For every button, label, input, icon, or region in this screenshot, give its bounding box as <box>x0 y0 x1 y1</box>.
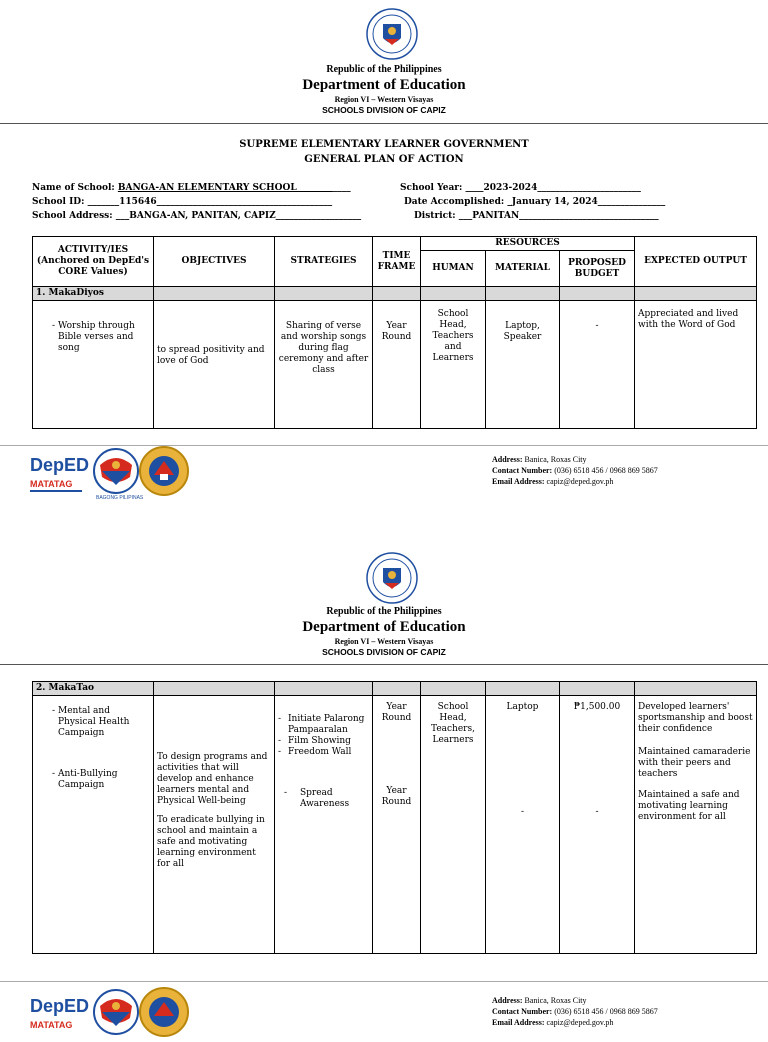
material-2: - <box>520 807 525 817</box>
header-strategies: STRATEGIES <box>275 237 373 287</box>
school-id-row <box>32 197 332 207</box>
contact-value: (036) 6518 456 / 0968 869 5867 <box>554 1007 658 1016</box>
matatag-logo-text: MATATAG <box>30 479 73 489</box>
plan-table-2 <box>32 681 757 954</box>
contact-label: Contact Number: <box>492 1007 553 1016</box>
email-value[interactable]: capiz@deped.gov.ph <box>546 1018 614 1027</box>
matatag-logo-text: MATATAG <box>30 1020 73 1030</box>
objective-text: to spread positivity and love of God <box>154 301 275 429</box>
plan-subtitle: GENERAL PLAN OF ACTION <box>304 154 464 165</box>
school-id-value: _______115646_______________________________________ <box>87 197 333 207</box>
budget-text: - <box>560 301 635 429</box>
address-label: School Address: <box>32 211 113 221</box>
deped-logo-text: DepED <box>30 455 90 475</box>
plan-table-1 <box>32 236 757 429</box>
header-division: SCHOOLS DIVISION OF CAPIZ <box>322 647 446 657</box>
time-frame-1: Year Round <box>381 702 412 723</box>
header-material: MATERIAL <box>486 251 560 287</box>
district-value: ___PANITAN_______________________________ <box>458 211 659 221</box>
deped-seal-icon <box>366 552 418 604</box>
school-year-row <box>400 183 641 193</box>
activity-2-text: Anti-Bullying Campaign <box>58 769 118 790</box>
school-name-value: BANGA-AN ELEMENTARY SCHOOL________ <box>117 183 333 193</box>
table-row <box>33 301 757 429</box>
address-label-footer: Address: <box>492 996 523 1005</box>
contact-label: Contact Number: <box>492 466 553 475</box>
footer-rule <box>0 445 768 446</box>
header-division: SCHOOLS DIVISION OF CAPIZ <box>322 105 446 115</box>
address-value: ___BANGA-AN, PANITAN, CAPIZ___________________ <box>115 211 362 221</box>
header-budget: PROPOSED BUDGET <box>560 251 635 287</box>
address-value-footer: Banica, Roxas City <box>524 996 587 1005</box>
email-value[interactable]: capiz@deped.gov.ph <box>546 477 614 486</box>
activity-cell: - Mental and Physical Health Campaign - Anti-Bullying Campaign <box>33 696 154 954</box>
section-label: 2. MakaTao <box>33 682 154 696</box>
section-label: 1. MakaDiyos <box>33 287 154 301</box>
strategy-cell: - Initiate Palarong Pampaaralan - Film Showing - Freedom Wall - Spread Awareness <box>275 696 373 954</box>
contact-value: (036) 6518 456 / 0968 869 5867 <box>554 466 658 475</box>
address-label-footer: Address: <box>492 455 523 464</box>
bagong-pilipinas-text: BAGONG PILIPINAS <box>96 495 144 501</box>
deped-seal-icon <box>366 8 418 60</box>
school-id-label: School ID: <box>32 197 85 207</box>
date-value: _January 14, 2024_______________ <box>507 197 666 207</box>
section-row-makatao <box>33 682 757 696</box>
school-name-tail: ____ <box>332 183 351 193</box>
footer-rule <box>0 981 768 982</box>
footer-contact <box>492 995 658 1028</box>
school-year-label: School Year: <box>400 183 463 193</box>
time-frame-cell <box>373 696 421 954</box>
address-row <box>32 211 361 221</box>
expected-output-text: Appreciated and lived with the Word of God <box>635 301 757 429</box>
page-2 <box>0 540 768 1030</box>
header-republic: Republic of the Philippines <box>326 64 442 75</box>
school-year-value: ____2023-2024_______________________ <box>465 183 641 193</box>
address-value-footer: Banica, Roxas City <box>524 455 587 464</box>
strategy-3-text: Freedom Wall <box>288 747 352 757</box>
header-rule <box>0 664 768 665</box>
strategy-2-text: Film Showing <box>288 736 351 746</box>
page-1 <box>0 0 768 520</box>
date-label: Date Accomplished: <box>404 197 505 207</box>
activity-text: Worship through Bible verses and song <box>58 321 135 353</box>
header-objectives: OBJECTIVES <box>154 237 275 287</box>
header-region: Region VI – Western Visayas <box>334 637 434 646</box>
time-frame-text: Year Round <box>373 301 421 429</box>
expected-output-cell <box>635 696 757 954</box>
strategy-1-text: Initiate Palarong Pampaaralan <box>288 714 365 735</box>
school-name-label: Name of School: <box>32 183 115 193</box>
school-name-row <box>32 183 351 193</box>
header-human: HUMAN <box>421 251 486 287</box>
output-1: Developed learners' sportsmanship and boost their confidence <box>638 702 753 734</box>
footer-logos <box>30 447 190 501</box>
header-activity: ACTIVITY/IES (Anchored on DepEd's CORE Values) <box>33 237 154 287</box>
budget-2: - <box>595 807 599 817</box>
objective-1-text: To design programs and activities that will develop and enhance learners mental and Physical Well-being <box>157 752 268 806</box>
district-label: District: <box>414 211 456 221</box>
date-row <box>404 197 665 207</box>
material-text: Laptop, Speaker <box>486 301 560 429</box>
header-department: Department of Education <box>302 619 466 635</box>
plan-title: SUPREME ELEMENTARY LEARNER GOVERNMENT <box>239 139 529 150</box>
header-region: Region VI – Western Visayas <box>334 95 434 104</box>
time-frame-2: Year Round <box>381 786 412 807</box>
district-row <box>414 211 659 221</box>
budget-cell <box>560 696 635 954</box>
strategy-text: Sharing of verse and worship songs during flag ceremony and after class <box>275 301 373 429</box>
header-time-frame: TIME FRAME <box>373 237 421 287</box>
table-row <box>33 696 757 954</box>
output-2: Maintained camaraderie with their peers and teachers <box>638 747 751 779</box>
email-label: Email Address: <box>492 1018 545 1027</box>
objective-cell <box>154 696 275 954</box>
header-rule <box>0 123 768 124</box>
activity-cell: - Worship through Bible verses and song <box>33 301 154 429</box>
human-text: School Head, Teachers and Learners <box>421 301 486 429</box>
header-department: Department of Education <box>302 77 466 93</box>
header-republic: Republic of the Philippines <box>326 606 442 617</box>
activity-1-text: Mental and Physical Health Campaign <box>58 706 130 738</box>
output-3: Maintained a safe and motivating learning environment for all <box>638 790 740 822</box>
material-1: Laptop <box>506 702 539 712</box>
footer-contact <box>492 454 658 487</box>
email-label: Email Address: <box>492 477 545 486</box>
deped-logo-text: DepED <box>30 996 90 1016</box>
header-resources: RESOURCES <box>421 237 635 251</box>
material-cell <box>486 696 560 954</box>
header-expected-output: EXPECTED OUTPUT <box>635 237 757 287</box>
budget-1: ₱1,500.00 <box>573 702 621 712</box>
section-row-makadiyos <box>33 287 757 301</box>
objective-2-text: To eradicate bullying in school and maintain a safe and motivating learning environment for all <box>157 815 265 869</box>
footer-logos <box>30 988 190 1042</box>
human-text: School Head, Teachers, Learners <box>421 696 486 954</box>
strategy-4-text: Spread Awareness <box>300 788 350 809</box>
